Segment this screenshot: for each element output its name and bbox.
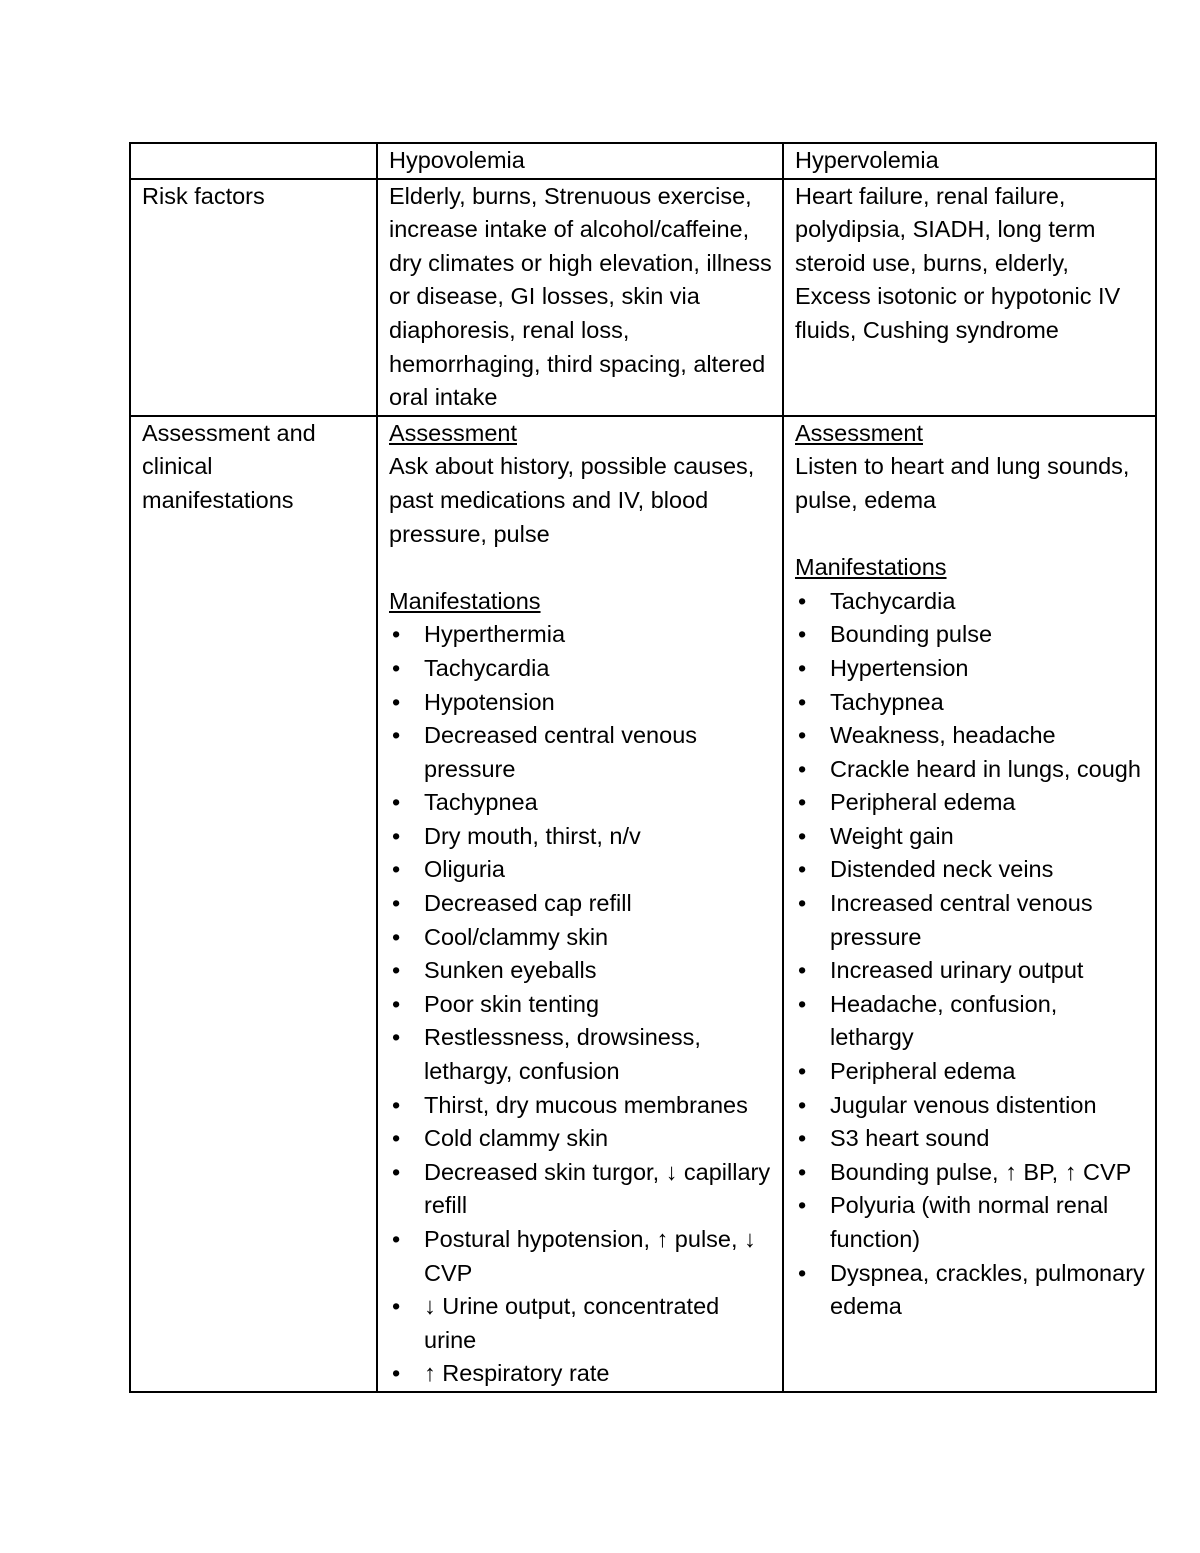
spacer — [795, 518, 1147, 552]
hypervolemia-manifestations-heading: Manifestations — [795, 554, 947, 581]
list-item: • Thirst, dry mucous membranes — [389, 1089, 774, 1123]
list-item: • Weakness, headache — [795, 719, 1147, 753]
spacer — [389, 551, 774, 585]
list-item: • Tachycardia — [795, 585, 1147, 619]
list-item: • Decreased central venous pressure — [389, 719, 774, 786]
header-hypovolemia: Hypovolemia — [377, 143, 783, 179]
header-row — [130, 143, 1156, 179]
hypervolemia-assessment-cell — [783, 416, 1156, 1392]
list-item: • Headache, confusion, lethargy — [795, 988, 1147, 1055]
list-item: • Tachypnea — [795, 686, 1147, 720]
risk-factors-label: Risk factors — [130, 179, 377, 416]
list-item: • Hyperthermia — [389, 618, 774, 652]
hypovolemia-risk-factors: Elderly, burns, Strenuous exercise, increase intake of alcohol/caffeine, dry climates or high elevation, illness or disease, GI losses, skin via diaphoresis, renal loss, hemorrhaging, third spacing, altered oral intake — [377, 179, 783, 416]
list-item: • Peripheral edema — [795, 1055, 1147, 1089]
list-item: • Increased central venous pressure — [795, 887, 1147, 954]
list-item: • Cool/clammy skin — [389, 921, 774, 955]
list-item: • Tachycardia — [389, 652, 774, 686]
list-item: • S3 heart sound — [795, 1122, 1147, 1156]
hypervolemia-risk-factors: Heart failure, renal failure, polydipsia, SIADH, long term steroid use, burns, elderly, Excess isotonic or hypotonic IV fluids, Cushing syndrome — [783, 179, 1156, 416]
list-item: • Polyuria (with normal renal function) — [795, 1189, 1147, 1256]
hypovolemia-manifestations-heading: Manifestations — [389, 587, 541, 614]
list-item: • Hypertension — [795, 652, 1147, 686]
list-item: • Restlessness, drowsiness, lethargy, confusion — [389, 1021, 774, 1088]
list-item: • Dyspnea, crackles, pulmonary edema — [795, 1257, 1147, 1324]
list-item: • Cold clammy skin — [389, 1122, 774, 1156]
list-item: • Jugular venous distention — [795, 1089, 1147, 1123]
hypovolemia-assessment-heading: Assessment — [389, 419, 517, 446]
list-item: • Decreased skin turgor, ↓ capillary refill — [389, 1156, 774, 1223]
list-item: • Poor skin tenting — [389, 988, 774, 1022]
header-hypervolemia: Hypervolemia — [783, 143, 1156, 179]
list-item: • Crackle heard in lungs, cough — [795, 753, 1147, 787]
list-item: • Bounding pulse — [795, 618, 1147, 652]
list-item: • Hypotension — [389, 686, 774, 720]
list-item: • Weight gain — [795, 820, 1147, 854]
hypervolemia-manifestations-list — [795, 585, 1147, 1324]
hypovolemia-assessment-text: Ask about history, possible causes, past medications and IV, blood pressure, pulse — [389, 453, 755, 547]
list-item: • Dry mouth, thirst, n/v — [389, 820, 774, 854]
list-item: • Oliguria — [389, 853, 774, 887]
hypervolemia-assessment-text: Listen to heart and lung sounds, pulse, edema — [795, 453, 1130, 513]
list-item: • Tachypnea — [389, 786, 774, 820]
header-blank-cell — [130, 143, 377, 179]
list-item: • Distended neck veins — [795, 853, 1147, 887]
hypervolemia-assessment-heading: Assessment — [795, 419, 923, 446]
hypovolemia-manifestations-list — [389, 618, 774, 1391]
list-item: • Decreased cap refill — [389, 887, 774, 921]
list-item: • Increased urinary output — [795, 954, 1147, 988]
list-item: • ↑ Respiratory rate — [389, 1357, 774, 1391]
hypovolemia-assessment-cell — [377, 416, 783, 1392]
assessment-row — [130, 416, 1156, 1392]
risk-factors-row — [130, 179, 1156, 416]
list-item: • Bounding pulse, ↑ BP, ↑ CVP — [795, 1156, 1147, 1190]
list-item: • Peripheral edema — [795, 786, 1147, 820]
list-item: • Sunken eyeballs — [389, 954, 774, 988]
list-item: • ↓ Urine output, concentrated urine — [389, 1290, 774, 1357]
list-item: • Postural hypotension, ↑ pulse, ↓ CVP — [389, 1223, 774, 1290]
comparison-table — [129, 142, 1157, 1393]
assessment-label: Assessment and clinical manifestations — [130, 416, 377, 1392]
